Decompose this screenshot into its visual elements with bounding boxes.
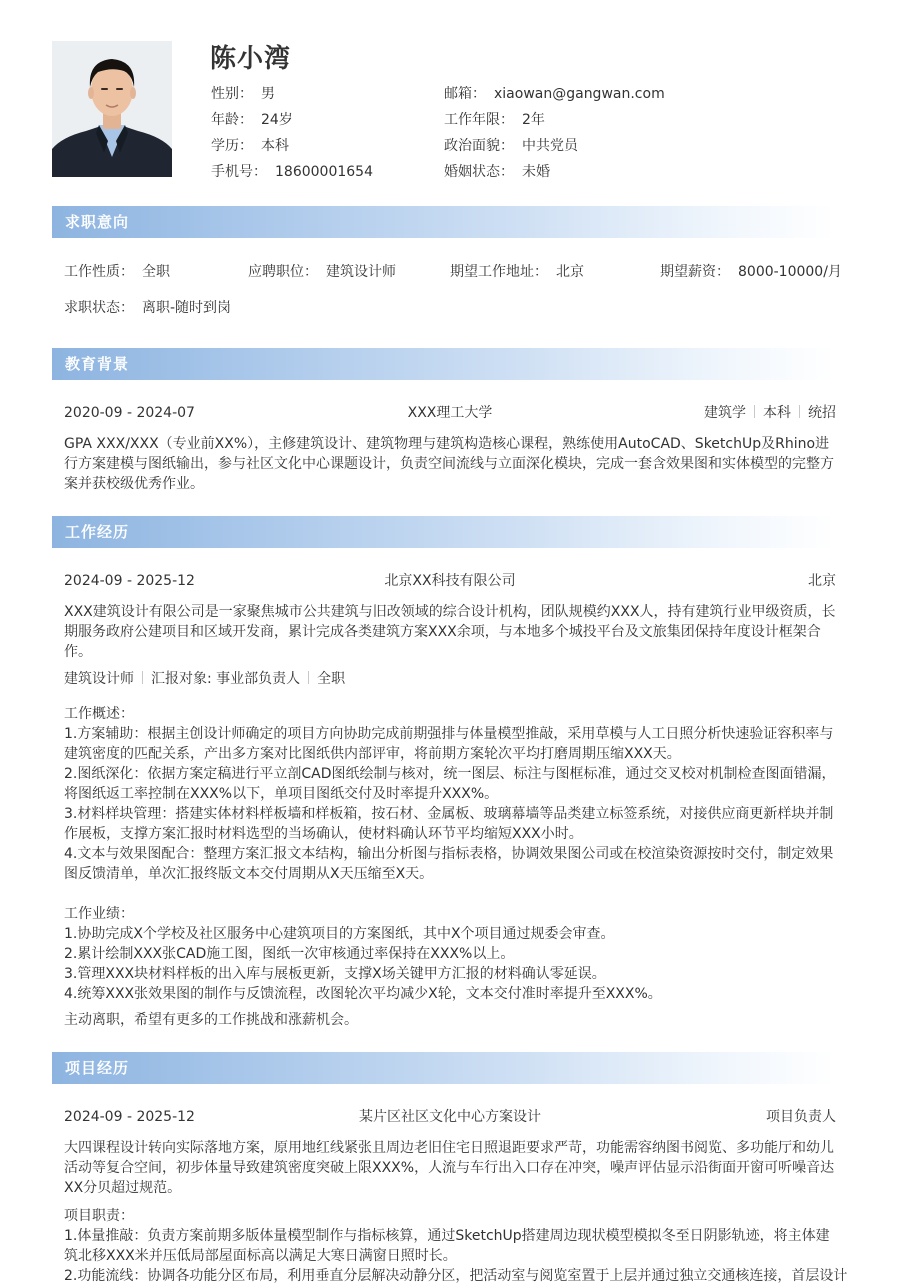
divider <box>308 671 309 684</box>
intent-salary: 期望薪资： 8000-10000/月 <box>660 264 842 280</box>
education-header-row <box>64 402 836 424</box>
info-marital-status: 婚姻状态： 未婚 <box>444 164 550 180</box>
section-header-education <box>52 348 836 380</box>
section-header-work <box>52 516 836 548</box>
work-role-tags: 建筑设计师 汇报对象: 事业部负责人 全职 <box>64 671 346 687</box>
section-title: 工作经历 <box>65 523 130 541</box>
divider <box>142 671 143 684</box>
info-gender: 性别： 男 <box>211 86 275 102</box>
info-email: 邮箱： xiaowan@gangwan.com <box>444 86 665 102</box>
section-header-project <box>52 1052 836 1084</box>
intent-job-type: 工作性质： 全职 <box>64 264 170 280</box>
info-education: 学历： 本科 <box>211 138 289 154</box>
section-title: 教育背景 <box>65 355 130 373</box>
intent-position: 应聘职位： 建筑设计师 <box>248 264 396 280</box>
section-header-intent <box>52 206 836 238</box>
work-period: 2024-09 - 2025-12 <box>64 573 195 589</box>
project-name: 某片区社区文化中心方案设计 <box>359 1109 541 1125</box>
work-company-description: XXX建筑设计有限公司是一家聚焦城市公共建筑与旧改领域的综合设计机构，团队规模约XXX人，持有建筑行业甲级资质，长 期服务政府公建项目和区域开发商，累计完成各类建筑方案XXX余项，与本地多个城投平台及文旅集团保持年度设计框架合 作。 <box>64 604 836 660</box>
work-city: 北京 <box>808 573 836 589</box>
info-phone: 手机号： 18600001654 <box>211 164 373 180</box>
intent-location: 期望工作地址： 北京 <box>450 264 584 280</box>
project-header-row <box>64 1106 836 1128</box>
work-details: 工作概述： 1.方案辅助：根据主创设计师确定的项目方向协助完成前期强排与体量模型推敲，采用草模与人工日照分析快速验证容积率与 建筑密度的匹配关系，产出多方案对比图纸供内部评审，将前期方案轮次平均打磨周期压缩XXX天。 2.图纸深化：依据方案定稿进行平立剖CAD图纸绘制与核对，统一图层、标注与图框标准，通过交叉校对机制检查图面错漏， 将图纸返工率控制在XXX%以下，单项目图纸交付及时率提升XXX%。 3.材料样块管理：搭建实体材料样板墙和样板箱，按石材、金属板、玻璃幕墙等品类建立标签系统，对接供应商更新样块并制 作展板，支撑方案汇报时材料选型的当场确认，使材料确认环节平均缩短XXX小时。 4.文本与效果图配合：整理方案汇报文本结构，输出分析图与指标表格，协调效果图公司或在校渲染资源按时交付，制定效果 图反馈清单，单次汇报终版文本交付周期从X天压缩至X天。 工作业绩： 1.协助完成X个学校及社区服务中心建筑项目的方案图纸，其中X个项目通过规委会审查。 2.累计绘制XXX张CAD施工图，图纸一次审核通过率保持在XXX%以上。 3.管理XXX块材料样板的出入库与展板更新，支撑X场关键甲方汇报的材料确认零延误。 4.统筹XXX张效果图的制作与反馈流程，改图轮次平均减少X轮，文本交付准时率提升至XXX%。 <box>64 706 836 1002</box>
intent-status: 求职状态： 离职-随时到岗 <box>64 300 232 316</box>
education-tags: 建筑学 本科 统招 <box>704 405 836 421</box>
divider <box>754 405 755 418</box>
project-period: 2024-09 - 2025-12 <box>64 1109 195 1125</box>
work-header-row <box>64 570 836 592</box>
avatar <box>52 41 172 177</box>
section-title: 求职意向 <box>65 213 130 231</box>
education-period: 2020-09 - 2024-07 <box>64 405 195 421</box>
project-role: 项目负责人 <box>766 1109 836 1125</box>
info-political-status: 政治面貌： 中共党员 <box>444 138 578 154</box>
candidate-name: 陈小湾 <box>210 44 292 74</box>
work-company: 北京XX科技有限公司 <box>384 573 516 589</box>
personal-info-left <box>211 81 373 185</box>
work-leave-reason: 主动离职，希望有更多的工作挑战和涨薪机会。 <box>64 1012 358 1028</box>
info-work-years: 工作年限： 2年 <box>444 112 545 128</box>
project-duties: 项目职责： 1.体量推敲：负责方案前期多版体量模型制作与指标核算，通过SketchUp搭建周边现状模型模拟冬至日阴影轨迹，将主体建 筑北移XXX米并压低局部屋面标高以满足大寒日满窗日照时长。 2.功能流线：协调各功能分区布局，利用垂直分层解决动静分区，把活动室与阅览室置于上层并通过独立交通核连接，首层设计 <box>64 1208 848 1284</box>
education-school: XXX理工大学 <box>407 405 493 421</box>
personal-info-right <box>444 81 665 185</box>
info-age: 年龄： 24岁 <box>211 112 293 128</box>
education-description: GPA XXX/XXX（专业前XX%），主修建筑设计、建筑物理与建筑构造核心课程，熟练使用AutoCAD、SketchUp及Rhino进 行方案建模与图纸输出，参与社区文化中心课题设计，负责空间流线与立面深化模块，完成一套含效果图和实体模型的完整方 案并获校级优秀作业。 <box>64 436 834 492</box>
project-description: 大四课程设计转向实际落地方案，原用地红线紧张且周边老旧住宅日照退距要求严苛，功能需容纳图书阅览、多功能厅和幼儿 活动等复合空间，初步体量导致建筑密度突破上限XXX%，人流与车行出入口存在冲突，噪声评估显示沿街面开窗可听噪音达 XX分贝超过规范。 <box>64 1140 835 1196</box>
divider <box>799 405 800 418</box>
section-title: 项目经历 <box>65 1059 130 1077</box>
